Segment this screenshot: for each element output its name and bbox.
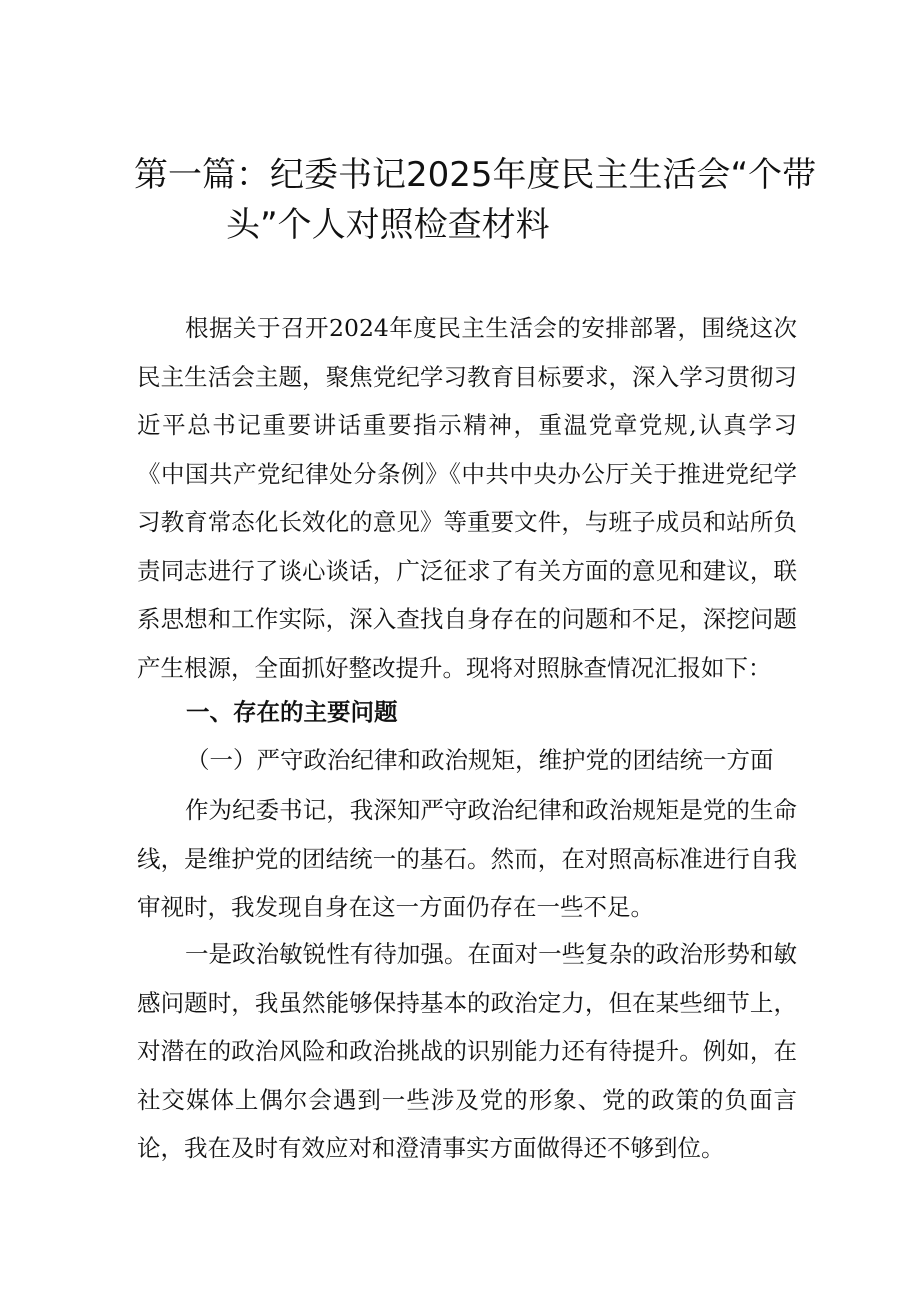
intro-paragraph: 根据关于召开2024年度民主生活会的安排部署，围绕这次民主生活会主题，聚焦党纪学习教育目标要求，深入学习贯彻习近平总书记重要讲话重要指示精神，重温党章党规,认真学习《中国共产党纪律处分条例》《中共中央办公厅关于推进党纪学习教育常态化长效化的意见》等重要文件，与班子成员和站所负责同志进行了谈心谈话，广泛征求了有关方面的意见和建议，联系思想和工作实际，深入查找自身存在的问题和不足，深挖问题产生根源，全面抓好整改提升。现将对照脉查情况汇报如下： [137,314,797,682]
point-one-paragraph: 一是政治敏锐性有待加强。在面对一些复杂的政治形势和敏感问题时，我虽然能够保持基本的政治定力，但在某些细节上，对潜在的政治风险和政治挑战的识别能力还有待提升。例如，在社交媒体上偶尔会遇到一些涉及党的形象、党的政策的负面言论，我在及时有效应对和澄清事实方面做得还不够到位。 [137,940,797,1162]
document-title-line2: 头”个人对照检查材料 [226,205,550,245]
subsection-heading: （一）严守政治纪律和政治规矩，维护党的团结统一方面 [186,746,774,774]
document-title [100,150,840,250]
section-heading: 一、存在的主要问题 [186,698,398,726]
subsection-paragraph: 作为纪委书记，我深知严守政治纪律和政治规矩是党的生命线，是维护党的团结统一的基石。然而，在对照高标准进行自我审视时，我发现自身在这一方面仍存在一些不足。 [137,796,797,921]
document-title-line1: 第一篇：纪委书记2025年度民主生活会“个带 [134,155,817,195]
